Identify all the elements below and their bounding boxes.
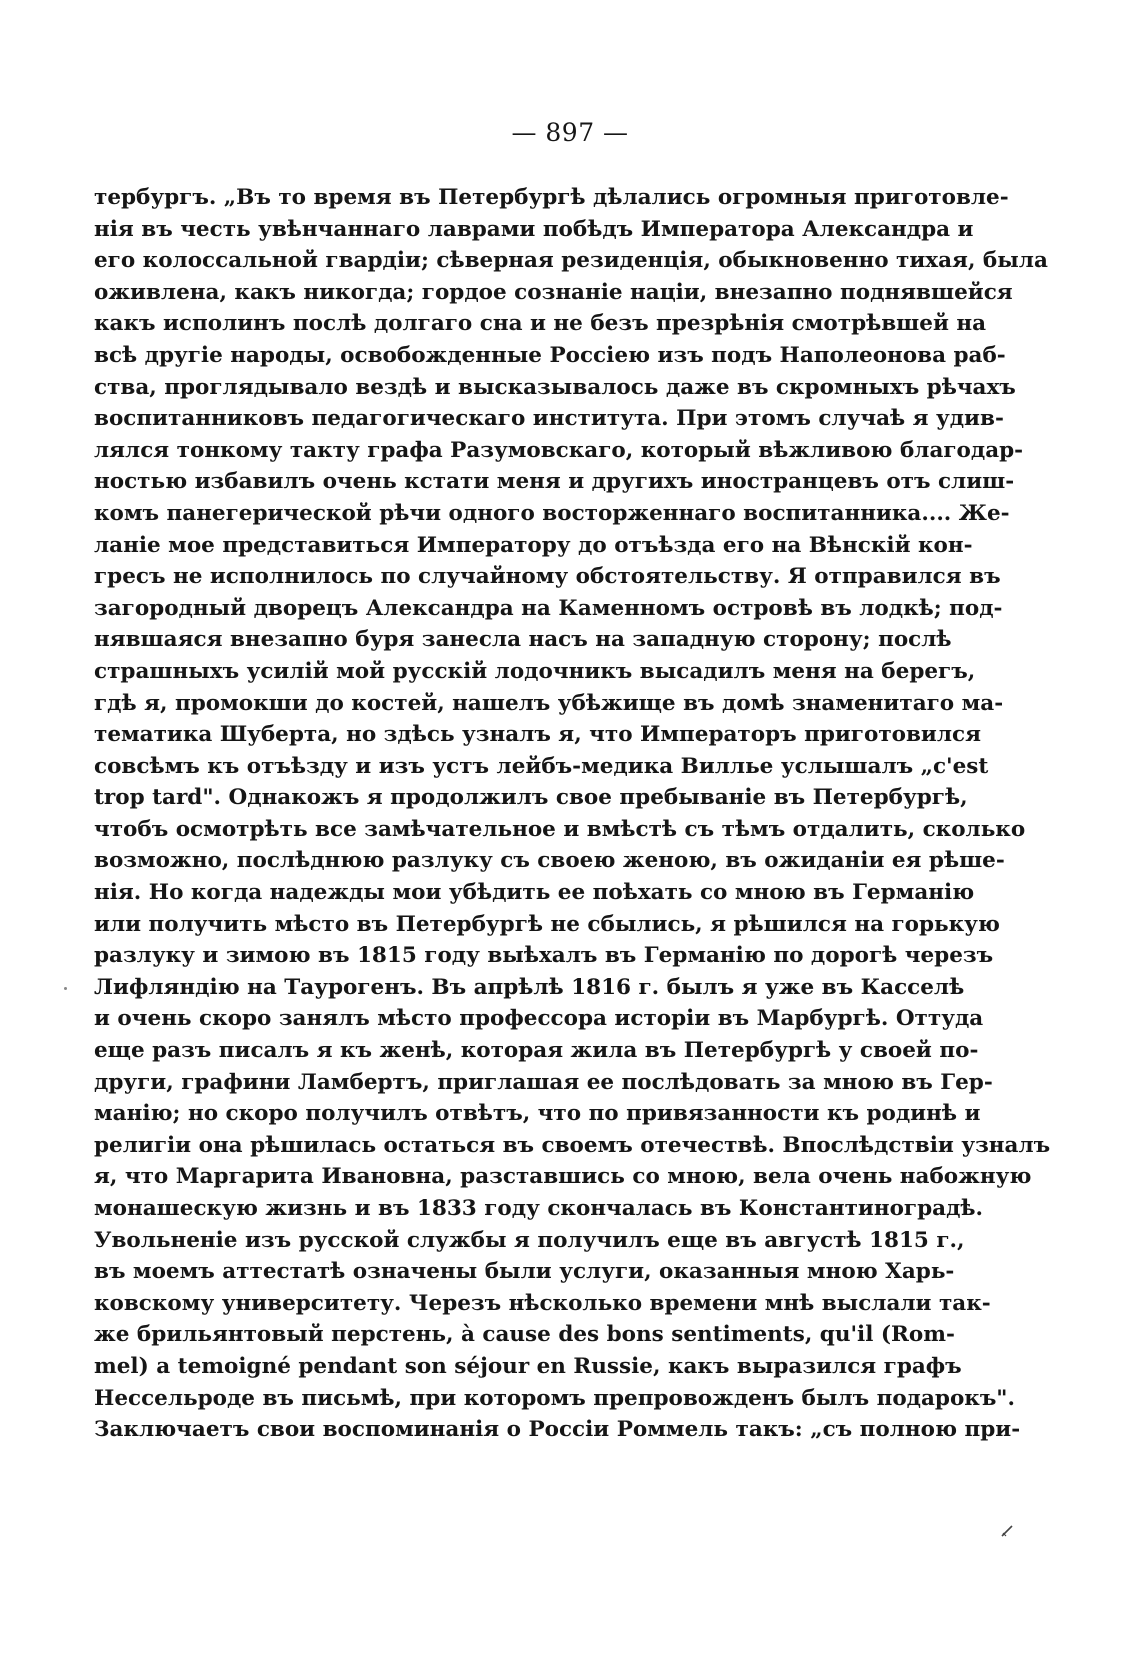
text-line: Нессельроде въ письмѣ, при которомъ препровожденъ былъ подарокъ". (94, 1385, 1015, 1411)
text-line: въ моемъ аттестатѣ означены были услуги, оказанныя мною Харь- (94, 1259, 955, 1285)
text-line: Увольненіе изъ русской службы я получилъ еще въ августѣ 1815 г., (94, 1227, 965, 1253)
text-line: разлуку и зимою въ 1815 году выѣхалъ въ Германію по дорогѣ черезъ (94, 943, 994, 969)
text-line: оживлена, какъ никогда; гордое сознаніе націи, внезапно поднявшейся (94, 279, 1013, 305)
text-line: монашескую жизнь и въ 1833 году скончалась въ Константиноградѣ. (94, 1196, 984, 1221)
page-number: — 897 — (511, 118, 629, 147)
text-line: манію; но скоро получилъ отвѣтъ, что по привязанности къ родинѣ и (94, 1101, 981, 1127)
text-line: страшныхъ усилій мой русскій лодочникъ высадилъ меня на берегъ, (94, 658, 976, 684)
margin-speck (64, 987, 67, 990)
text-line: еще разъ писалъ я къ женѣ, которая жила въ Петербургѣ у своей по- (94, 1038, 979, 1064)
text-line: и очень скоро занялъ мѣсто профессора исторіи въ Марбургѣ. Оттуда (94, 1006, 984, 1032)
text-line: или получить мѣсто въ Петербургѣ не сбылись, я рѣшился на горькую (94, 911, 1000, 937)
text-line: я, что Маргарита Ивановна, разставшись со мною, вела очень набожную (94, 1164, 1032, 1190)
text-line: други, графини Ламбертъ, приглашая ее послѣдовать за мною въ Гер- (94, 1069, 993, 1095)
text-line: какъ исполинъ послѣ долгаго сна и не безъ презрѣнія смотрѣвшей на (94, 311, 987, 337)
text-line: ковскому университету. Черезъ нѣсколько времени мнѣ выслали так- (94, 1290, 991, 1316)
text-line: совсѣмъ къ отъѣзду и изъ устъ лейбъ-медика Виллье услышалъ „c'est (94, 753, 989, 779)
text-line: гресъ не исполнилось по случайному обстоятельству. Я отправился въ (94, 564, 1001, 590)
text-line: ностью избавилъ очень кстати меня и другихъ иностранцевъ отъ слиш- (94, 469, 1015, 495)
text-line: гдѣ я, промокши до костей, нашелъ убѣжище въ домѣ знаменитаго ма- (94, 690, 1004, 716)
text-line: воспитанниковъ педагогическаго института. При этомъ случаѣ я удив- (94, 406, 1004, 432)
text-line: тематика Шуберта, но здѣсь узналъ я, что Императоръ приготовился (94, 722, 982, 748)
body-text (94, 182, 1051, 1446)
text-line: Заключаетъ свои воспоминанія о Россіи Роммель такъ: „съ полною при- (94, 1417, 1021, 1443)
pencil-mark-icon (1000, 1524, 1014, 1538)
text-line: загородный дворецъ Александра на Каменномъ островѣ въ лодкѣ; под- (94, 595, 1003, 621)
text-line: ланіе мое представиться Императору до отъѣзда его на Вѣнскій кон- (94, 532, 973, 558)
text-line: всѣ другіе народы, освобожденные Россіею изъ подъ Наполеонова раб- (94, 342, 1006, 368)
text-line: же брильянтовый перстень, à cause des bons sentiments, qu'il (Rom- (94, 1322, 955, 1348)
text-line: Лифляндію на Таурогенъ. Въ апрѣлѣ 1816 г. былъ я уже въ Касселѣ (94, 974, 965, 1000)
text-line: нявшаяся внезапно буря занесла насъ на западную сторону; послѣ (94, 627, 952, 653)
text-line: его колоссальной гвардіи; сѣверная резиденція, обыкновенно тихая, была (94, 248, 1048, 274)
text-line: тербургъ. „Въ то время въ Петербургѣ дѣлались огромныя приготовле- (94, 185, 1009, 210)
text-line: религіи она рѣшилась остаться въ своемъ отечествѣ. Впослѣдствіи узналъ (94, 1132, 1051, 1158)
text-line: чтобъ осмотрѣть все замѣчательное и вмѣстѣ съ тѣмъ отдалить, сколько (94, 816, 1026, 842)
text-line: ства, проглядывало вездѣ и высказывалось даже въ скромныхъ рѣчахъ (94, 374, 1016, 400)
text-line: возможно, послѣднюю разлуку съ своею женою, въ ожиданіи ея рѣше- (94, 848, 1005, 874)
text-line: комъ панегерической рѣчи одного восторженнаго воспитанника.... Же- (94, 500, 1010, 526)
text-line: trop tard". Однакожъ я продолжилъ свое пребываніе въ Петербургѣ, (94, 785, 968, 811)
text-line: нія въ честь увѣнчаннаго лаврами побѣдъ Императора Александра и (94, 216, 974, 242)
text-line: нія. Но когда надежды мои убѣдить ее поѣхать со мною въ Германію (94, 880, 975, 906)
text-line: mel) a temoigné pendant son séjour en Russie, какъ выразился графъ (94, 1353, 962, 1379)
text-line: лялся тонкому такту графа Разумовскаго, который вѣжливою благодар- (94, 437, 1024, 463)
